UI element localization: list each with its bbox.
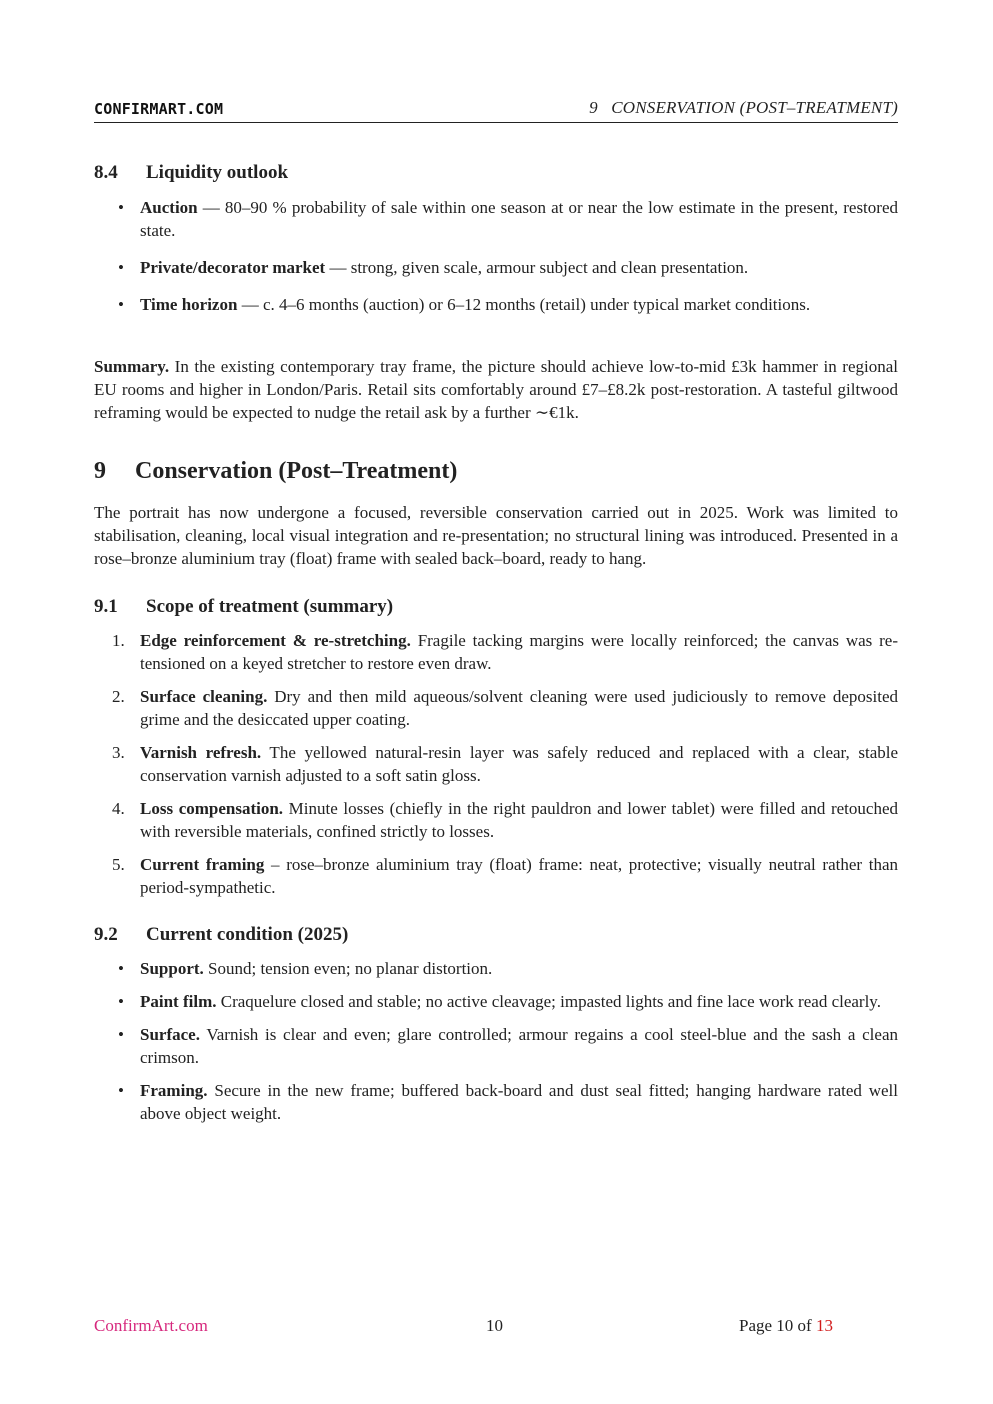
item-text: — 80–90 % probability of sale within one season at or near the low estimate in the present, restored state. [140, 198, 898, 240]
item-text: Minute losses (chiefly in the right pauldron and lower tablet) were filled and retouched with reversible materials, confined strictly to losses. [140, 799, 898, 841]
page-total-link[interactable]: 13 [815, 1316, 833, 1335]
item-label: Current framing [140, 855, 265, 874]
item-text: — c. 4–6 months (auction) or 6–12 months (retail) under typical market conditions. [237, 295, 811, 314]
item-label: Auction [140, 198, 198, 217]
section-8-4-heading [94, 160, 898, 186]
section-number: 9.2 [94, 924, 118, 945]
list-item [94, 957, 898, 980]
section-number: 9.1 [94, 596, 118, 617]
list-item [94, 196, 898, 242]
item-number: 2. [112, 687, 125, 706]
bullet-icon: • [118, 1081, 124, 1100]
condition-list [94, 957, 898, 1125]
item-label: Edge reinforcement & re-stretching. [140, 631, 411, 650]
item-number: 4. [112, 799, 125, 818]
list-item [94, 741, 898, 787]
footer-page-number: 10 [486, 1316, 503, 1335]
bullet-icon: • [118, 959, 124, 978]
summary-text: In the existing contemporary tray frame, the picture should achieve low-to-mid £3k hammer in regional EU rooms and higher in London/Paris. Retail sits comfortably around £7–£8.2k post-restoration. A tasteful giltwood reframing would be expected to nudge the retail ask by a further ∼€1k. [94, 357, 898, 422]
list-item [94, 293, 898, 316]
footer-page-count [739, 1316, 833, 1336]
list-item [94, 990, 898, 1013]
item-text: Sound; tension even; no planar distortion. [203, 959, 493, 978]
item-text: The yellowed natural-resin layer was safely reduced and replaced with a clear, stable conservation varnish adjusted to a soft satin gloss. [140, 743, 899, 785]
section-number: 8.4 [94, 162, 118, 183]
summary-paragraph [94, 355, 898, 424]
section-title: Current condition (2025) [146, 924, 349, 945]
item-number: 5. [112, 855, 125, 874]
list-item [94, 256, 898, 279]
item-label: Varnish refresh. [140, 743, 262, 762]
confirmart-logo: CONFIRMART.COM [94, 100, 224, 118]
section-number: 9 [94, 458, 106, 484]
list-item [94, 685, 898, 731]
main-content [94, 160, 898, 1125]
list-item [94, 853, 898, 899]
list-item [94, 1079, 898, 1125]
item-label: Paint film. [140, 992, 217, 1011]
bullet-icon: • [118, 1025, 124, 1044]
item-label: Time horizon [140, 295, 238, 314]
item-label: Private/decorator market [140, 258, 326, 277]
item-label: Surface. [140, 1025, 200, 1044]
list-item [94, 1023, 898, 1069]
section-title: Conservation (Post–Treatment) [135, 458, 458, 484]
section-9-heading [94, 455, 898, 487]
item-text: Secure in the new frame; buffered back-board and dust seal fitted; hanging hardware rated well above object weight. [140, 1081, 898, 1123]
item-text: Craquelure closed and stable; no active cleavage; impasted lights and fine lace work read clearly. [216, 992, 881, 1011]
item-text: — strong, given scale, armour subject and clean presentation. [325, 258, 749, 277]
bullet-icon: • [118, 295, 124, 314]
list-item [94, 797, 898, 843]
page-count-prefix: Page 10 of [739, 1316, 816, 1335]
bullet-icon: • [118, 992, 124, 1011]
conservation-intro: The portrait has now undergone a focused, reversible conservation carried out in 2025. Work was limited to stabilisation, cleaning, local visual integration and re-presentation; no structural lining was introduced. Presented in a rose–bronze aluminium tray (float) frame with sealed back–board, ready to hang. [94, 503, 898, 568]
item-text: Dry and then mild aqueous/solvent cleaning were used judiciously to remove deposited grime and the desiccated upper coating. [140, 687, 898, 729]
footer-site-link[interactable]: ConfirmArt.com [94, 1316, 208, 1335]
item-text: – rose–bronze aluminium tray (float) frame: neat, protective; visually neutral rather than period-sympathetic. [140, 855, 898, 897]
section-title: Liquidity outlook [146, 162, 289, 183]
list-item [94, 629, 898, 675]
bullet-icon: • [118, 198, 124, 217]
bullet-icon: • [118, 258, 124, 277]
item-number: 3. [112, 743, 125, 762]
liquidity-list [94, 196, 898, 316]
page-footer [94, 1316, 898, 1340]
treatment-list [94, 629, 898, 899]
page-header [94, 98, 898, 123]
item-text: Varnish is clear and even; glare controlled; armour regains a cool steel-blue and the sash a clean crimson. [140, 1025, 898, 1067]
item-label: Surface cleaning. [140, 687, 268, 706]
item-label: Framing. [140, 1081, 208, 1100]
item-label: Loss compensation. [140, 799, 284, 818]
running-head: 9 CONSERVATION (POST–TREATMENT) [589, 98, 898, 117]
section-title: Scope of treatment (summary) [146, 596, 394, 617]
item-number: 1. [112, 631, 125, 650]
item-label: Support. [140, 959, 204, 978]
section-9-2-heading [94, 922, 898, 948]
summary-label: Summary. [94, 357, 170, 376]
section-9-1-heading [94, 594, 898, 620]
item-text: Fragile tacking margins were locally reinforced; the canvas was re-tensioned on a keyed stretcher to restore even draw. [140, 631, 898, 673]
